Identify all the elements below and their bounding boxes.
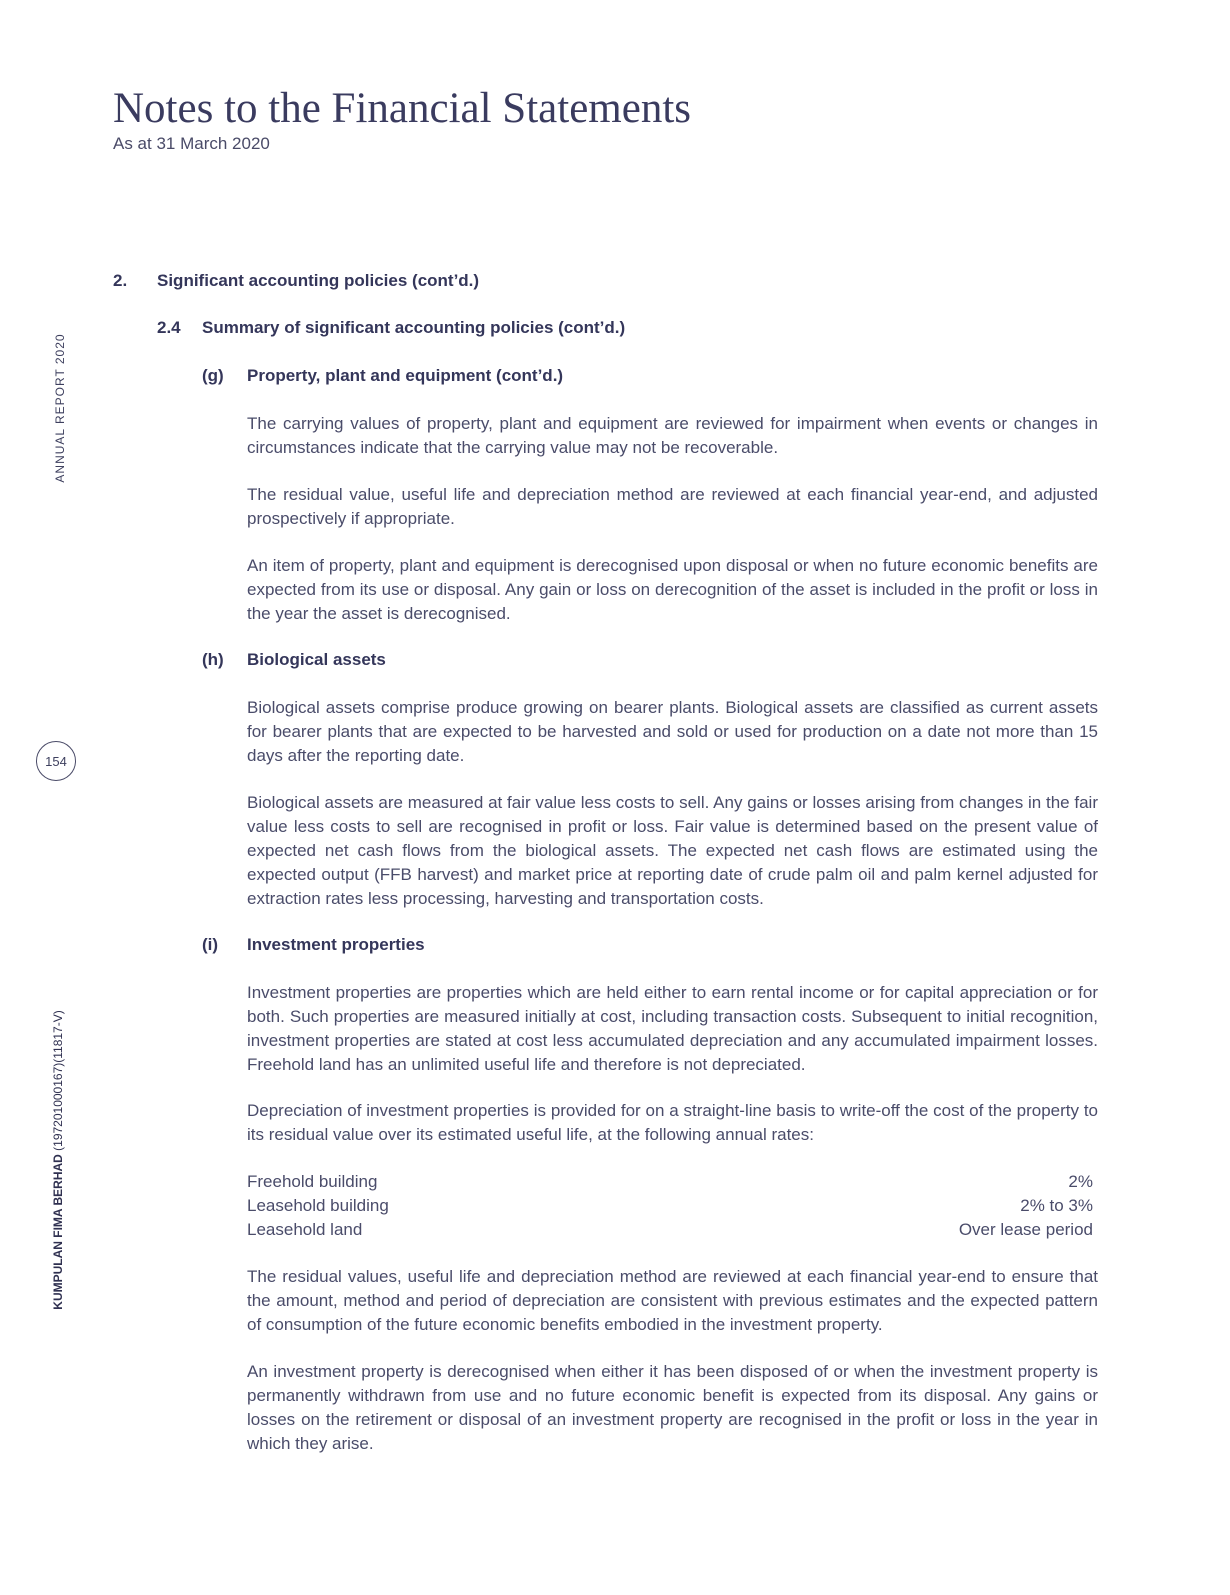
item-g-paragraph-3: An item of property, plant and equipment is derecognised upon disposal or when no future economic benefits are expected from its use or disposal. Any gain or loss on derecognition of the asset is included in the profit or loss in the year the asset is derecognised.: [247, 556, 1098, 623]
item-g-paragraph-1: The carrying values of property, plant and equipment are reviewed for impairment when events or changes in circumstances indicate that the carrying value may not be recoverable.: [247, 414, 1098, 457]
item-h-heading: [202, 648, 386, 672]
company-label: [51, 1010, 65, 1309]
item-i-heading: [202, 933, 425, 957]
rate-value: 2% to 3%: [1020, 1196, 1093, 1215]
rate-asset: Leasehold building: [247, 1196, 389, 1215]
item-g-title: Property, plant and equipment (cont’d.): [247, 366, 564, 385]
page-title: Notes to the Financial Statements: [113, 85, 692, 132]
item-i-paragraph-2: Depreciation of investment properties is provided for on a straight-line basis to write-off the cost of the property to its residual value over its estimated useful life, at the following annual rates:: [247, 1101, 1098, 1144]
item-h-label: (h): [202, 650, 224, 669]
company-name: KUMPULAN FIMA BERHAD: [51, 1154, 65, 1310]
subsection-heading: [157, 316, 625, 340]
rate-asset: Freehold building: [247, 1172, 378, 1191]
item-i-label: (i): [202, 935, 219, 954]
item-g-paragraph-2: The residual value, useful life and depreciation method are reviewed at each financial year-end, and adjusted prospectively if appropriate.: [247, 485, 1098, 528]
section-title: Significant accounting policies (cont’d.): [157, 271, 480, 290]
page-number: 154: [36, 741, 76, 781]
section-heading: [113, 269, 479, 293]
annual-report-label: ANNUAL REPORT 2020: [53, 333, 67, 483]
subsection-title: Summary of significant accounting policies (cont’d.): [202, 318, 626, 337]
rate-row: [247, 1194, 1093, 1218]
page-subtitle: As at 31 March 2020: [113, 134, 270, 153]
item-i-paragraph-3: The residual values, useful life and depreciation method are reviewed at each financial year-end to ensure that the amount, method and period of depreciation are consistent with previous estimates and the expected pattern of consumption of the future economic benefits embodied in the investment property.: [247, 1267, 1098, 1334]
item-h-paragraph-2: Biological assets are measured at fair value less costs to sell. Any gains or losses arising from changes in the fair value less costs to sell are recognised in profit or loss. Fair value is determined based on the present value of expected net cash flows from the biological assets. The expected net cash flows are estimated using the expected output (FFB harvest) and market price at reporting date of crude palm oil and palm kernel adjusted for extraction rates less processing, harvesting and transportation costs.: [247, 793, 1098, 908]
item-i-title: Investment properties: [247, 935, 425, 954]
rate-value: 2%: [1068, 1172, 1093, 1191]
item-h-title: Biological assets: [247, 650, 386, 669]
section-number: 2.: [113, 271, 128, 290]
rate-value: Over lease period: [958, 1220, 1093, 1239]
company-registration: (197201000167)(11817-V): [51, 1010, 65, 1151]
rate-row: [247, 1218, 1093, 1242]
item-i-paragraph-4: An investment property is derecognised when either it has been disposed of or when the investment property is permanently withdrawn from use and no future economic benefit is expected from its disposal. Any gains or losses on the retirement or disposal of an investment property are recognised in the profit or loss in the year in which they arise.: [247, 1362, 1098, 1453]
item-g-label: (g): [202, 366, 224, 385]
subsection-number: 2.4: [157, 318, 181, 337]
rate-asset: Leasehold land: [247, 1220, 363, 1239]
rate-row: [247, 1170, 1093, 1194]
item-g-heading: [202, 364, 563, 388]
item-h-paragraph-1: Biological assets comprise produce growing on bearer plants. Biological assets are classified as current assets for bearer plants that are expected to be harvested and sold or used for production on a date not more than 15 days after the reporting date.: [247, 698, 1098, 765]
depreciation-rates-table: [247, 1170, 1093, 1242]
item-i-paragraph-1: Investment properties are properties which are held either to earn rental income or for capital appreciation or for both. Such properties are measured initially at cost, including transaction costs. Subsequent to initial recognition, investment properties are stated at cost less accumulated depreciation and any accumulated impairment losses. Freehold land has an unlimited useful life and therefore is not depreciated.: [247, 983, 1098, 1074]
